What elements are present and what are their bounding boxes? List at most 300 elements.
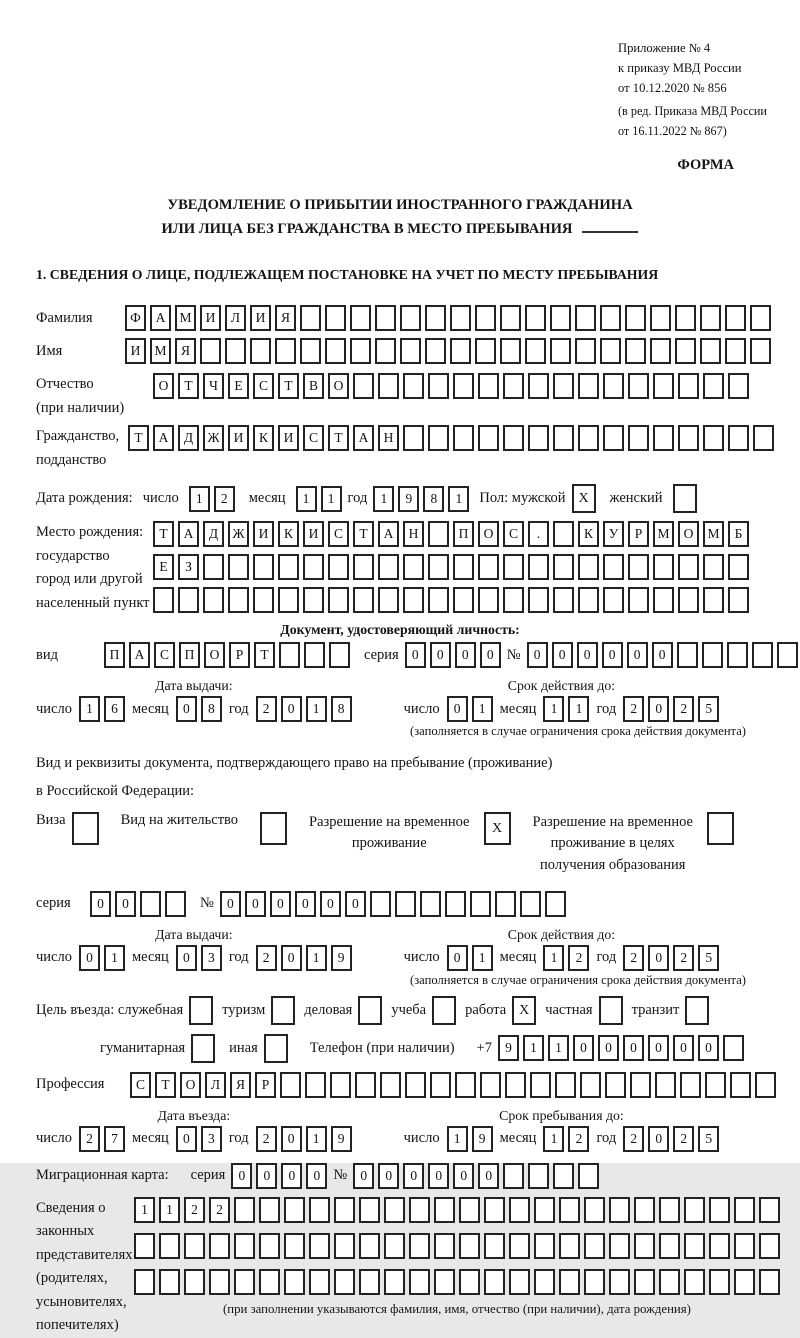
char-cell[interactable]: 0: [378, 1163, 399, 1189]
char-cell[interactable]: [634, 1197, 655, 1223]
char-cell[interactable]: [234, 1197, 255, 1223]
char-cell[interactable]: [200, 338, 221, 364]
char-cell[interactable]: 0: [577, 642, 598, 668]
char-cell[interactable]: 0: [648, 1035, 669, 1061]
char-cell[interactable]: [370, 891, 391, 917]
char-cell[interactable]: [728, 554, 749, 580]
char-cell[interactable]: [280, 1072, 301, 1098]
char-cell[interactable]: 0: [176, 696, 197, 722]
char-cell[interactable]: [203, 554, 224, 580]
char-cell[interactable]: [303, 587, 324, 613]
char-cell[interactable]: 0: [428, 1163, 449, 1189]
char-cell[interactable]: М: [703, 521, 724, 547]
char-cell[interactable]: [603, 554, 624, 580]
char-cell[interactable]: 0: [320, 891, 341, 917]
char-cell[interactable]: [705, 1072, 726, 1098]
char-cell[interactable]: [625, 338, 646, 364]
char-cell[interactable]: [484, 1233, 505, 1259]
char-cell[interactable]: [503, 425, 524, 451]
char-cell[interactable]: [759, 1233, 780, 1259]
char-cell[interactable]: [453, 373, 474, 399]
purpose-turizm-checkbox[interactable]: [271, 996, 295, 1025]
char-cell[interactable]: [484, 1269, 505, 1295]
char-cell[interactable]: [359, 1269, 380, 1295]
char-cell[interactable]: 1: [134, 1197, 155, 1223]
char-cell[interactable]: 1: [189, 486, 210, 512]
char-cell[interactable]: А: [129, 642, 150, 668]
char-cell[interactable]: [300, 338, 321, 364]
char-cell[interactable]: [680, 1072, 701, 1098]
char-cell[interactable]: [709, 1233, 730, 1259]
char-cell[interactable]: П: [179, 642, 200, 668]
char-cell[interactable]: [253, 554, 274, 580]
char-cell[interactable]: Ж: [228, 521, 249, 547]
char-cell[interactable]: 0: [220, 891, 241, 917]
char-cell[interactable]: [684, 1233, 705, 1259]
char-cell[interactable]: О: [180, 1072, 201, 1098]
char-cell[interactable]: 0: [673, 1035, 694, 1061]
char-cell[interactable]: [503, 373, 524, 399]
char-cell[interactable]: Я: [230, 1072, 251, 1098]
char-cell[interactable]: [603, 587, 624, 613]
char-cell[interactable]: О: [678, 521, 699, 547]
char-cell[interactable]: [659, 1197, 680, 1223]
char-cell[interactable]: [578, 587, 599, 613]
char-cell[interactable]: [723, 1035, 744, 1061]
char-cell[interactable]: [153, 587, 174, 613]
char-cell[interactable]: [350, 305, 371, 331]
char-cell[interactable]: [450, 305, 471, 331]
char-cell[interactable]: 0: [698, 1035, 719, 1061]
char-cell[interactable]: [495, 891, 516, 917]
char-cell[interactable]: [634, 1233, 655, 1259]
char-cell[interactable]: [353, 554, 374, 580]
char-cell[interactable]: 9: [472, 1126, 493, 1152]
char-cell[interactable]: [334, 1233, 355, 1259]
char-cell[interactable]: [430, 1072, 451, 1098]
char-cell[interactable]: Т: [155, 1072, 176, 1098]
char-cell[interactable]: [550, 338, 571, 364]
char-cell[interactable]: [734, 1197, 755, 1223]
char-cell[interactable]: Р: [229, 642, 250, 668]
char-cell[interactable]: [184, 1233, 205, 1259]
char-cell[interactable]: [703, 425, 724, 451]
char-cell[interactable]: 5: [698, 945, 719, 971]
char-cell[interactable]: [525, 305, 546, 331]
char-cell[interactable]: [603, 425, 624, 451]
char-cell[interactable]: 0: [478, 1163, 499, 1189]
char-cell[interactable]: [384, 1197, 405, 1223]
char-cell[interactable]: 1: [447, 1126, 468, 1152]
char-cell[interactable]: 0: [306, 1163, 327, 1189]
male-checkbox[interactable]: X: [572, 484, 596, 513]
char-cell[interactable]: 1: [543, 945, 564, 971]
purpose-gumanitarnaya-checkbox[interactable]: [191, 1034, 215, 1063]
char-cell[interactable]: [355, 1072, 376, 1098]
char-cell[interactable]: [578, 425, 599, 451]
char-cell[interactable]: 0: [598, 1035, 619, 1061]
char-cell[interactable]: [234, 1233, 255, 1259]
char-cell[interactable]: 9: [331, 945, 352, 971]
char-cell[interactable]: 0: [176, 1126, 197, 1152]
char-cell[interactable]: [275, 338, 296, 364]
char-cell[interactable]: 0: [345, 891, 366, 917]
char-cell[interactable]: Л: [225, 305, 246, 331]
char-cell[interactable]: [678, 554, 699, 580]
char-cell[interactable]: 8: [201, 696, 222, 722]
char-cell[interactable]: [728, 425, 749, 451]
char-cell[interactable]: [403, 425, 424, 451]
char-cell[interactable]: 1: [543, 696, 564, 722]
char-cell[interactable]: [334, 1197, 355, 1223]
char-cell[interactable]: [405, 1072, 426, 1098]
char-cell[interactable]: 2: [256, 696, 277, 722]
char-cell[interactable]: [455, 1072, 476, 1098]
char-cell[interactable]: [528, 1163, 549, 1189]
char-cell[interactable]: [650, 338, 671, 364]
char-cell[interactable]: [555, 1072, 576, 1098]
char-cell[interactable]: [534, 1233, 555, 1259]
char-cell[interactable]: [159, 1233, 180, 1259]
char-cell[interactable]: 9: [331, 1126, 352, 1152]
residence-permit-checkbox[interactable]: [260, 812, 287, 845]
char-cell[interactable]: Т: [353, 521, 374, 547]
char-cell[interactable]: [575, 305, 596, 331]
char-cell[interactable]: [328, 587, 349, 613]
char-cell[interactable]: [678, 425, 699, 451]
char-cell[interactable]: [278, 554, 299, 580]
char-cell[interactable]: 0: [648, 945, 669, 971]
char-cell[interactable]: [428, 587, 449, 613]
char-cell[interactable]: [284, 1233, 305, 1259]
char-cell[interactable]: З: [178, 554, 199, 580]
char-cell[interactable]: И: [253, 521, 274, 547]
char-cell[interactable]: [380, 1072, 401, 1098]
char-cell[interactable]: [434, 1233, 455, 1259]
char-cell[interactable]: .: [528, 521, 549, 547]
char-cell[interactable]: [303, 554, 324, 580]
char-cell[interactable]: 2: [673, 696, 694, 722]
char-cell[interactable]: 0: [281, 1163, 302, 1189]
char-cell[interactable]: 0: [270, 891, 291, 917]
char-cell[interactable]: 0: [627, 642, 648, 668]
char-cell[interactable]: 0: [295, 891, 316, 917]
char-cell[interactable]: И: [228, 425, 249, 451]
char-cell[interactable]: [428, 554, 449, 580]
char-cell[interactable]: Т: [328, 425, 349, 451]
char-cell[interactable]: 0: [648, 696, 669, 722]
char-cell[interactable]: [734, 1269, 755, 1295]
char-cell[interactable]: Е: [153, 554, 174, 580]
char-cell[interactable]: [534, 1269, 555, 1295]
char-cell[interactable]: 0: [602, 642, 623, 668]
char-cell[interactable]: [628, 373, 649, 399]
char-cell[interactable]: 3: [201, 1126, 222, 1152]
char-cell[interactable]: Я: [175, 338, 196, 364]
char-cell[interactable]: 1: [373, 486, 394, 512]
char-cell[interactable]: 1: [306, 945, 327, 971]
char-cell[interactable]: [709, 1269, 730, 1295]
char-cell[interactable]: [329, 642, 350, 668]
char-cell[interactable]: А: [378, 521, 399, 547]
char-cell[interactable]: С: [154, 642, 175, 668]
char-cell[interactable]: К: [253, 425, 274, 451]
char-cell[interactable]: [359, 1197, 380, 1223]
char-cell[interactable]: [580, 1072, 601, 1098]
char-cell[interactable]: [675, 305, 696, 331]
char-cell[interactable]: [409, 1233, 430, 1259]
char-cell[interactable]: [140, 891, 161, 917]
char-cell[interactable]: 1: [568, 696, 589, 722]
char-cell[interactable]: М: [653, 521, 674, 547]
char-cell[interactable]: [159, 1269, 180, 1295]
char-cell[interactable]: 0: [403, 1163, 424, 1189]
char-cell[interactable]: Т: [178, 373, 199, 399]
char-cell[interactable]: А: [153, 425, 174, 451]
char-cell[interactable]: Е: [228, 373, 249, 399]
char-cell[interactable]: [777, 642, 798, 668]
char-cell[interactable]: [750, 305, 771, 331]
char-cell[interactable]: [634, 1269, 655, 1295]
char-cell[interactable]: 0: [455, 642, 476, 668]
char-cell[interactable]: [445, 891, 466, 917]
char-cell[interactable]: [500, 338, 521, 364]
char-cell[interactable]: [359, 1233, 380, 1259]
char-cell[interactable]: [375, 305, 396, 331]
edu-permit-checkbox[interactable]: [707, 812, 734, 845]
char-cell[interactable]: 1: [159, 1197, 180, 1223]
char-cell[interactable]: [134, 1233, 155, 1259]
char-cell[interactable]: 2: [568, 1126, 589, 1152]
char-cell[interactable]: Ч: [203, 373, 224, 399]
char-cell[interactable]: [403, 554, 424, 580]
char-cell[interactable]: 2: [256, 1126, 277, 1152]
char-cell[interactable]: [425, 338, 446, 364]
char-cell[interactable]: [209, 1269, 230, 1295]
char-cell[interactable]: Т: [254, 642, 275, 668]
char-cell[interactable]: [475, 305, 496, 331]
purpose-chastnaya-checkbox[interactable]: [599, 996, 623, 1025]
char-cell[interactable]: [734, 1233, 755, 1259]
char-cell[interactable]: О: [153, 373, 174, 399]
char-cell[interactable]: [328, 554, 349, 580]
char-cell[interactable]: [684, 1269, 705, 1295]
char-cell[interactable]: [553, 373, 574, 399]
char-cell[interactable]: П: [453, 521, 474, 547]
char-cell[interactable]: П: [104, 642, 125, 668]
char-cell[interactable]: [453, 587, 474, 613]
char-cell[interactable]: 2: [79, 1126, 100, 1152]
char-cell[interactable]: [228, 587, 249, 613]
char-cell[interactable]: И: [278, 425, 299, 451]
char-cell[interactable]: [659, 1269, 680, 1295]
char-cell[interactable]: [350, 338, 371, 364]
char-cell[interactable]: [730, 1072, 751, 1098]
female-checkbox[interactable]: [673, 484, 697, 513]
char-cell[interactable]: [134, 1269, 155, 1295]
char-cell[interactable]: 1: [448, 486, 469, 512]
char-cell[interactable]: [534, 1197, 555, 1223]
char-cell[interactable]: [500, 305, 521, 331]
char-cell[interactable]: [528, 587, 549, 613]
char-cell[interactable]: [459, 1197, 480, 1223]
char-cell[interactable]: [400, 305, 421, 331]
char-cell[interactable]: [225, 338, 246, 364]
char-cell[interactable]: 0: [573, 1035, 594, 1061]
char-cell[interactable]: [434, 1197, 455, 1223]
char-cell[interactable]: [530, 1072, 551, 1098]
char-cell[interactable]: С: [328, 521, 349, 547]
char-cell[interactable]: 0: [176, 945, 197, 971]
char-cell[interactable]: [450, 338, 471, 364]
char-cell[interactable]: 0: [623, 1035, 644, 1061]
char-cell[interactable]: [725, 338, 746, 364]
char-cell[interactable]: [384, 1269, 405, 1295]
char-cell[interactable]: [553, 1163, 574, 1189]
char-cell[interactable]: 2: [256, 945, 277, 971]
char-cell[interactable]: [300, 305, 321, 331]
char-cell[interactable]: [759, 1197, 780, 1223]
char-cell[interactable]: [409, 1197, 430, 1223]
char-cell[interactable]: М: [175, 305, 196, 331]
char-cell[interactable]: [584, 1269, 605, 1295]
char-cell[interactable]: 1: [306, 696, 327, 722]
char-cell[interactable]: [605, 1072, 626, 1098]
char-cell[interactable]: 0: [405, 642, 426, 668]
char-cell[interactable]: [545, 891, 566, 917]
char-cell[interactable]: [700, 305, 721, 331]
char-cell[interactable]: [259, 1269, 280, 1295]
char-cell[interactable]: [509, 1197, 530, 1223]
char-cell[interactable]: [653, 587, 674, 613]
char-cell[interactable]: [559, 1233, 580, 1259]
char-cell[interactable]: [709, 1197, 730, 1223]
char-cell[interactable]: Т: [128, 425, 149, 451]
purpose-ucheba-checkbox[interactable]: [432, 996, 456, 1025]
char-cell[interactable]: Н: [378, 425, 399, 451]
char-cell[interactable]: 0: [453, 1163, 474, 1189]
char-cell[interactable]: [603, 373, 624, 399]
char-cell[interactable]: [403, 587, 424, 613]
char-cell[interactable]: Ф: [125, 305, 146, 331]
char-cell[interactable]: [395, 891, 416, 917]
char-cell[interactable]: [653, 373, 674, 399]
char-cell[interactable]: [253, 587, 274, 613]
char-cell[interactable]: 1: [548, 1035, 569, 1061]
char-cell[interactable]: [384, 1233, 405, 1259]
char-cell[interactable]: [505, 1072, 526, 1098]
char-cell[interactable]: [378, 554, 399, 580]
char-cell[interactable]: [478, 373, 499, 399]
char-cell[interactable]: 0: [552, 642, 573, 668]
char-cell[interactable]: 6: [104, 696, 125, 722]
char-cell[interactable]: [584, 1233, 605, 1259]
char-cell[interactable]: 0: [256, 1163, 277, 1189]
char-cell[interactable]: [378, 373, 399, 399]
char-cell[interactable]: [653, 425, 674, 451]
char-cell[interactable]: [578, 1163, 599, 1189]
char-cell[interactable]: Д: [178, 425, 199, 451]
char-cell[interactable]: 1: [321, 486, 342, 512]
char-cell[interactable]: 0: [648, 1126, 669, 1152]
char-cell[interactable]: 8: [331, 696, 352, 722]
char-cell[interactable]: И: [200, 305, 221, 331]
char-cell[interactable]: 2: [214, 486, 235, 512]
char-cell[interactable]: [475, 338, 496, 364]
char-cell[interactable]: [759, 1269, 780, 1295]
char-cell[interactable]: [459, 1233, 480, 1259]
purpose-tranzit-checkbox[interactable]: [685, 996, 709, 1025]
char-cell[interactable]: [625, 305, 646, 331]
char-cell[interactable]: [675, 338, 696, 364]
char-cell[interactable]: [250, 338, 271, 364]
char-cell[interactable]: М: [150, 338, 171, 364]
char-cell[interactable]: [453, 554, 474, 580]
char-cell[interactable]: И: [250, 305, 271, 331]
char-cell[interactable]: [305, 1072, 326, 1098]
char-cell[interactable]: Т: [278, 373, 299, 399]
char-cell[interactable]: Ж: [203, 425, 224, 451]
char-cell[interactable]: 0: [281, 945, 302, 971]
char-cell[interactable]: [409, 1269, 430, 1295]
char-cell[interactable]: А: [150, 305, 171, 331]
char-cell[interactable]: 9: [498, 1035, 519, 1061]
char-cell[interactable]: 0: [90, 891, 111, 917]
char-cell[interactable]: К: [278, 521, 299, 547]
purpose-delovaya-checkbox[interactable]: [358, 996, 382, 1025]
char-cell[interactable]: [478, 554, 499, 580]
char-cell[interactable]: Т: [153, 521, 174, 547]
char-cell[interactable]: [650, 305, 671, 331]
char-cell[interactable]: [755, 1072, 776, 1098]
char-cell[interactable]: [453, 425, 474, 451]
char-cell[interactable]: 5: [698, 696, 719, 722]
char-cell[interactable]: [702, 642, 723, 668]
char-cell[interactable]: 2: [184, 1197, 205, 1223]
char-cell[interactable]: 2: [623, 1126, 644, 1152]
char-cell[interactable]: О: [478, 521, 499, 547]
char-cell[interactable]: [353, 587, 374, 613]
char-cell[interactable]: [480, 1072, 501, 1098]
char-cell[interactable]: [509, 1269, 530, 1295]
char-cell[interactable]: [677, 642, 698, 668]
char-cell[interactable]: [378, 587, 399, 613]
char-cell[interactable]: 1: [79, 696, 100, 722]
char-cell[interactable]: [575, 338, 596, 364]
char-cell[interactable]: [628, 587, 649, 613]
char-cell[interactable]: [484, 1197, 505, 1223]
char-cell[interactable]: В: [303, 373, 324, 399]
char-cell[interactable]: 2: [568, 945, 589, 971]
char-cell[interactable]: О: [204, 642, 225, 668]
char-cell[interactable]: [309, 1233, 330, 1259]
char-cell[interactable]: [278, 587, 299, 613]
char-cell[interactable]: [703, 587, 724, 613]
char-cell[interactable]: [752, 642, 773, 668]
char-cell[interactable]: 1: [472, 945, 493, 971]
char-cell[interactable]: [600, 305, 621, 331]
char-cell[interactable]: 1: [104, 945, 125, 971]
char-cell[interactable]: [284, 1269, 305, 1295]
char-cell[interactable]: [750, 338, 771, 364]
char-cell[interactable]: [459, 1269, 480, 1295]
char-cell[interactable]: [655, 1072, 676, 1098]
char-cell[interactable]: [700, 338, 721, 364]
char-cell[interactable]: [550, 305, 571, 331]
char-cell[interactable]: [628, 425, 649, 451]
char-cell[interactable]: 1: [472, 696, 493, 722]
char-cell[interactable]: 2: [673, 1126, 694, 1152]
